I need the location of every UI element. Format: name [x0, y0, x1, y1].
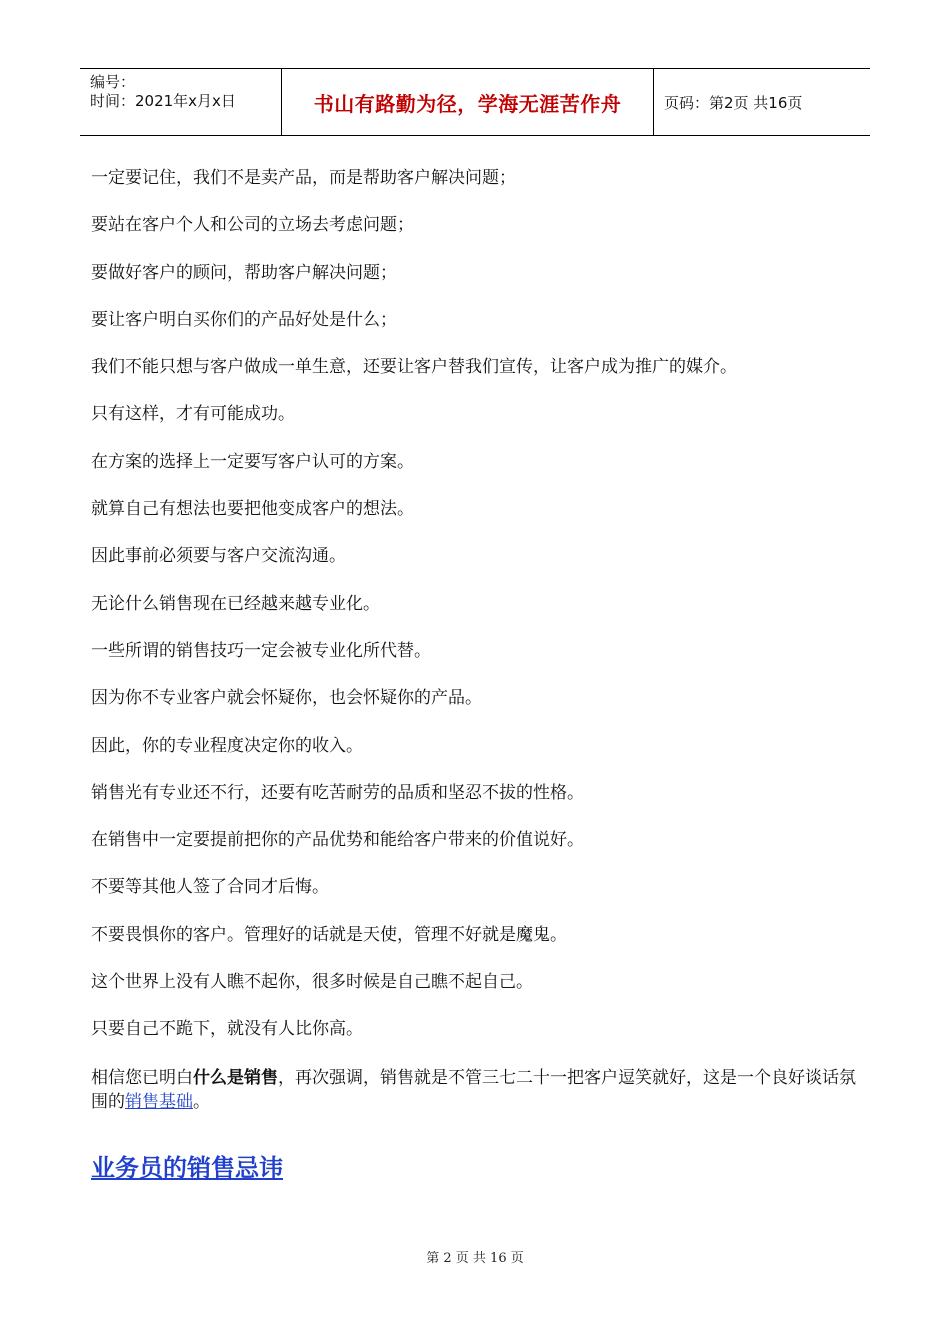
text-line: 只有这样，才有可能成功。 [91, 404, 295, 425]
text-line: 不要等其他人签了合同才后悔。 [91, 877, 329, 898]
text-line: 要站在客户个人和公司的立场去考虑问题； [91, 215, 414, 236]
closing-part3: 。 [193, 1092, 210, 1112]
closing-paragraph [91, 1066, 866, 1114]
closing-bold: 什么是销售 [193, 1068, 278, 1088]
closing-part1: 相信您已明白 [91, 1068, 193, 1088]
text-line: 只要自己不跪下，就没有人比你高。 [91, 1019, 363, 1040]
text-line: 一些所谓的销售技巧一定会被专业化所代替。 [91, 640, 431, 661]
text-line: 要让客户明白买你们的产品好处是什么； [91, 309, 397, 330]
sales-basics-link[interactable]: 销售基础 [125, 1092, 193, 1112]
text-line: 因为你不专业客户就会怀疑你，也会怀疑你的产品。 [91, 688, 482, 709]
header-page-label: 页码：第2页 共16页 [664, 93, 803, 112]
header-meta [80, 69, 282, 135]
closing-part2: ，再次强调，销售就是不管三七二十一把客户逗笑就好，这是一个良好谈话氛围的 [91, 1068, 856, 1112]
text-line: 在销售中一定要提前把你的产品优势和能给客户带来的价值说好。 [91, 830, 584, 851]
text-line: 销售光有专业还不行，还要有吃苦耐劳的品质和坚忍不拔的性格。 [91, 782, 584, 803]
text-line: 就算自己有想法也要把他变成客户的想法。 [91, 499, 414, 520]
section-heading-link[interactable]: 业务员的销售忌讳 [91, 1154, 283, 1182]
text-line: 不要畏惧你的客户。管理好的话就是天使，管理不好就是魔鬼。 [91, 924, 567, 945]
body-text [91, 166, 871, 1065]
date-label: 时间：2021年x月x日 [90, 92, 236, 110]
text-line: 要做好客户的顾问，帮助客户解决问题； [91, 262, 397, 283]
page-footer [0, 1247, 950, 1266]
number-label: 编号： [90, 73, 136, 91]
text-line: 这个世界上没有人瞧不起你，很多时候是自己瞧不起自己。 [91, 972, 533, 993]
text-line: 我们不能只想与客户做成一单生意，还要让客户替我们宣传，让客户成为推广的媒介。 [91, 357, 737, 378]
footer-page-number: 第 2 页 共 16 页 [426, 1251, 524, 1266]
header-motto: 书山有路勤为径，学海无涯苦作舟 [282, 69, 654, 135]
text-line: 因此事前必须要与客户交流沟通。 [91, 546, 346, 567]
text-line: 因此，你的专业程度决定你的收入。 [91, 735, 363, 756]
text-line: 在方案的选择上一定要写客户认可的方案。 [91, 451, 414, 472]
text-line: 无论什么销售现在已经越来越专业化。 [91, 593, 380, 614]
text-line: 一定要记住，我们不是卖产品，而是帮助客户解决问题； [91, 168, 516, 188]
page-header [80, 68, 870, 136]
